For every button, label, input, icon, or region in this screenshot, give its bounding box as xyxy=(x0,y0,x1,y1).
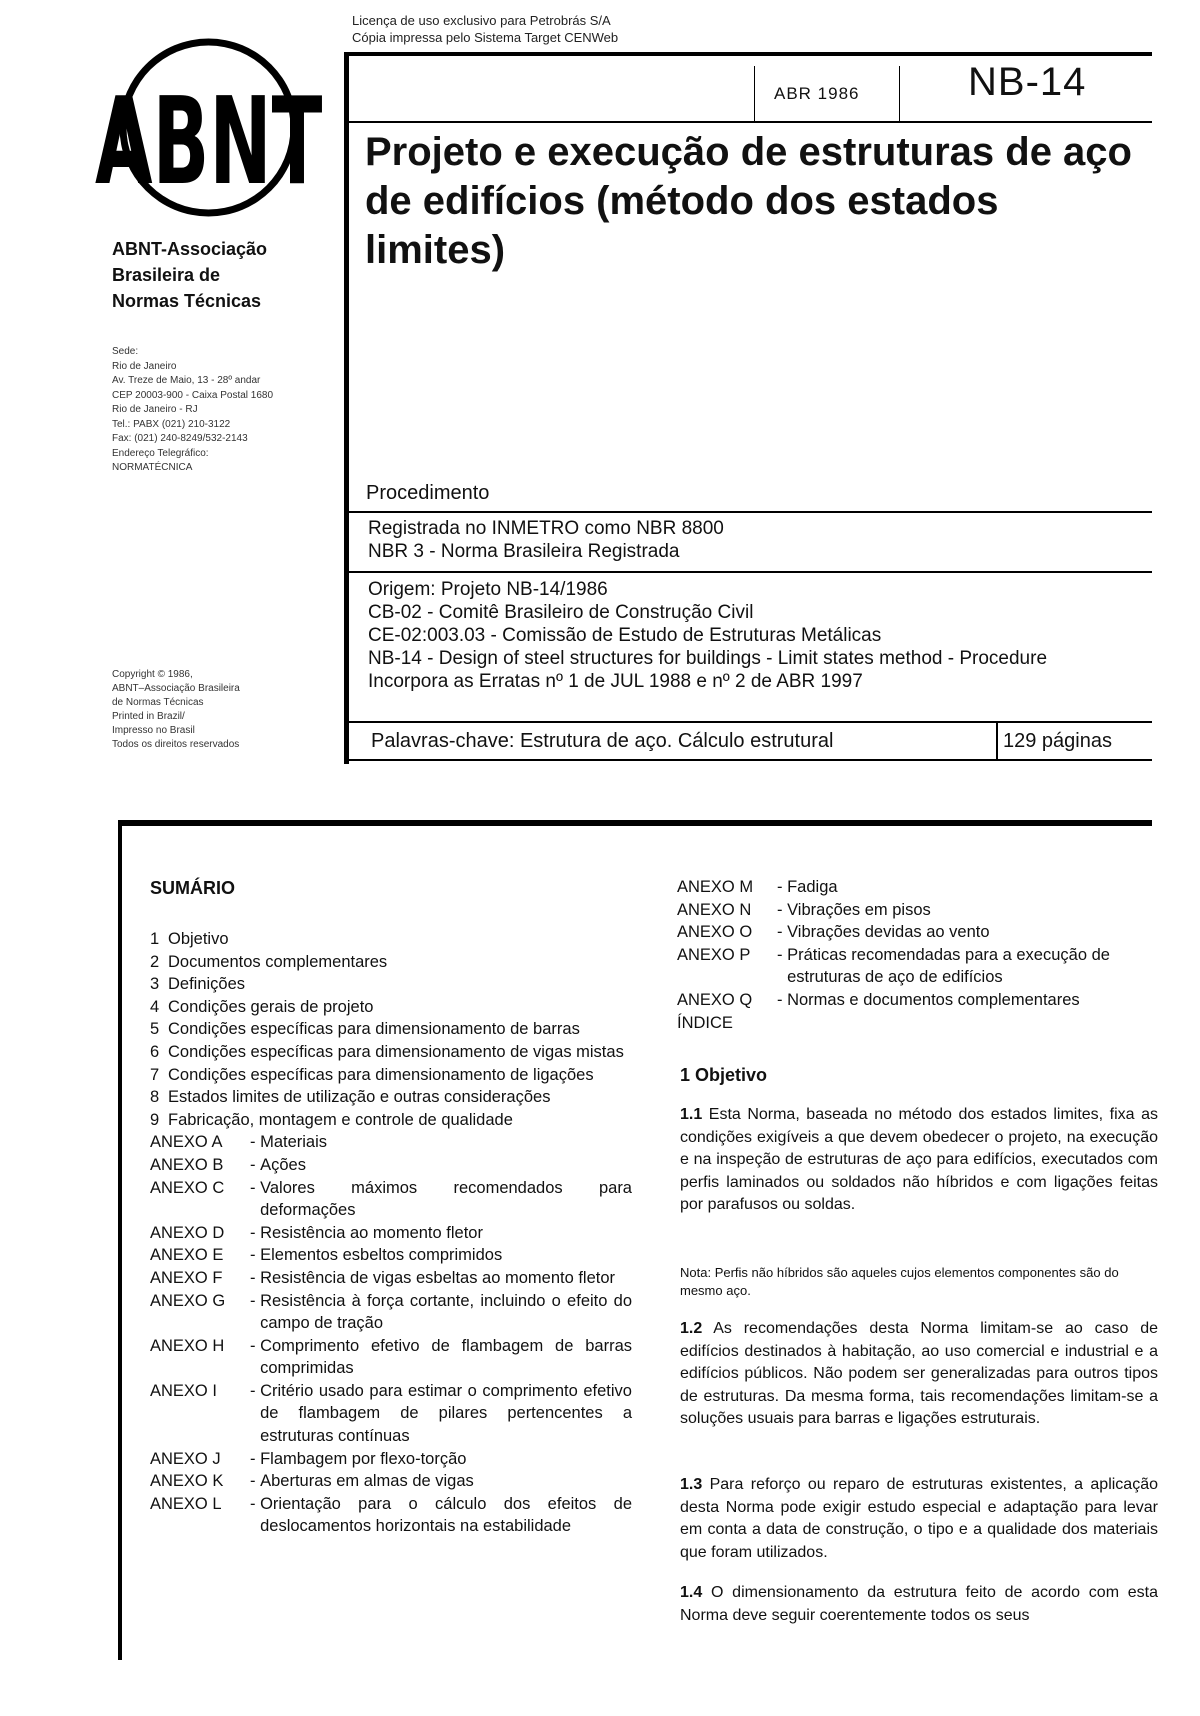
address-line: Endereço Telegráfico: xyxy=(112,447,209,459)
issue-date: ABR 1986 xyxy=(774,84,860,103)
toc-item: 3 Definições xyxy=(150,975,246,994)
annex-item: ANEXO N - Vibrações em pisos xyxy=(677,900,931,919)
org-line: ABNT-Associação xyxy=(112,239,268,259)
logo-lettering: ABNT xyxy=(95,71,323,212)
origin-line: CB-02 - Comitê Brasileiro de Construção Civil xyxy=(368,602,754,623)
annex-list-continued xyxy=(677,876,1157,1034)
annex-item: ANEXO P - Práticas recomendadas para a execução de estruturas de aço de edifícios xyxy=(677,945,1110,987)
address-line: Tel.: PABX (021) 210-3122 xyxy=(112,418,231,430)
document-type: Procedimento xyxy=(366,482,490,504)
toc-item: 5 Condições específicas para dimensionamento de barras xyxy=(150,1020,580,1039)
annex-item: ANEXO I - Critério usado para estimar o comprimento efetivo de flambagem de pilares pertencentes a estruturas contínuas xyxy=(150,1381,632,1446)
body-left-rule xyxy=(118,820,122,1660)
annex-item: ANEXO Q - Normas e documentos complementares xyxy=(677,990,1080,1009)
license-line: Licença de uso exclusivo para Petrobrás S/A xyxy=(352,13,611,28)
origin-line: CE-02:003.03 - Comissão de Estudo de Estruturas Metálicas xyxy=(368,625,882,646)
divider xyxy=(349,759,1152,761)
origin-line: NB-14 - Design of steel structures for buildings - Limit states method - Procedure xyxy=(368,648,1048,669)
license-notice xyxy=(352,12,618,46)
copyright-line: Impresso no Brasil xyxy=(112,725,195,736)
copyright-block xyxy=(112,668,342,752)
divider xyxy=(349,511,1152,513)
org-line: Brasileira de xyxy=(112,265,221,285)
origin-line: Incorpora as Erratas nº 1 de JUL 1988 e nº 2 de ABR 1997 xyxy=(368,671,863,692)
paragraph-1-4: 1.4 O dimensionamento da estrutura feito de acordo com esta Norma deve seguir coerentemente todos os seus xyxy=(680,1584,1159,1624)
annex-item: ANEXO M - Fadiga xyxy=(677,878,838,896)
annex-item: ANEXO C - Valores máximos recomendados para deformações xyxy=(150,1178,632,1220)
address-line: Rio de Janeiro xyxy=(112,360,177,372)
annex-item: ANEXO E - Elementos esbeltos comprimidos xyxy=(150,1246,503,1265)
address-line: CEP 20003-900 - Caixa Postal 1680 xyxy=(112,389,274,401)
sede-address xyxy=(112,345,342,476)
annex-item: ANEXO D - Resistência ao momento fletor xyxy=(150,1223,483,1242)
note: Nota: Perfis não híbridos são aqueles cujos elementos componentes são do mesmo aço. xyxy=(680,1265,1119,1298)
registration-line: Registrada no INMETRO como NBR 8800 xyxy=(368,518,724,539)
copyright-line: de Normas Técnicas xyxy=(112,697,204,708)
registration-line: NBR 3 - Norma Brasileira Registrada xyxy=(368,541,680,562)
toc-item: 7 Condições específicas para dimensionamento de ligações xyxy=(150,1065,594,1084)
copyright-line: Todos os direitos reservados xyxy=(112,739,240,750)
paragraph-1-3: 1.3 Para reforço ou reparo de estruturas existentes, a aplicação desta Norma pode exigir estudo especial e adaptação para levar em conta a data de construção, o tipo e a qualidade dos materiais que foram utilizados. xyxy=(680,1476,1158,1561)
table-of-contents xyxy=(150,928,632,1538)
header-vertical-rule xyxy=(344,52,349,764)
annex-item: ANEXO L - Orientação para o cálculo dos efeitos de deslocamentos horizontais na estabilidade xyxy=(150,1494,632,1536)
toc-item: 6 Condições específicas para dimensionamento de vigas mistas xyxy=(150,1042,624,1061)
divider xyxy=(349,121,1152,123)
origin-info xyxy=(368,578,1128,693)
address-line: Av. Treze de Maio, 13 - 28º andar xyxy=(112,375,261,386)
toc-item: 1 Objetivo xyxy=(150,930,229,948)
registration-info xyxy=(368,517,724,563)
annex-item: ANEXO F - Resistência de vigas esbeltas ao momento fletor xyxy=(150,1268,616,1287)
index-item: ÍNDICE xyxy=(677,1013,733,1032)
address-line: NORMATÉCNICA xyxy=(112,462,193,473)
keywords: Palavras-chave: Estrutura de aço. Cálculo estrutural xyxy=(371,730,834,752)
org-line: Normas Técnicas xyxy=(112,291,262,311)
toc-item: 8 Estados limites de utilização e outras considerações xyxy=(150,1088,551,1107)
annex-item: ANEXO O - Vibrações devidas ao vento xyxy=(677,923,990,942)
toc-item: 9 Fabricação, montagem e controle de qualidade xyxy=(150,1110,513,1129)
document-title: Projeto e execução de estruturas de aço de edifícios (método dos estados limites) xyxy=(365,130,1132,272)
organization-name xyxy=(112,236,312,314)
copyright-line: Printed in Brazil/ xyxy=(112,711,185,722)
paragraph-1-2: 1.2 As recomendações desta Norma limitam-se ao caso de edifícios destinados à habitação, ao uso comercial e industrial e a edifícios públicos. Não podem ser generalizadas para outros tipos de estruturas. Da mesma forma, tais recomendações limitam-se a soluções usuais para barras e ligações estruturais. xyxy=(680,1320,1158,1427)
annex-item: ANEXO B - Ações xyxy=(150,1155,306,1174)
annex-item: ANEXO K - Aberturas em almas de vigas xyxy=(150,1472,474,1491)
address-line: Rio de Janeiro - RJ xyxy=(112,404,198,415)
annex-item: ANEXO G - Resistência à força cortante, incluindo o efeito do campo de tração xyxy=(150,1291,632,1333)
body-top-rule xyxy=(118,820,1152,826)
summary-heading: SUMÁRIO xyxy=(150,878,235,898)
divider xyxy=(349,571,1152,573)
copyright-line: Copyright © 1986, xyxy=(112,669,193,680)
copyright-line: ABNT–Associação Brasileira xyxy=(112,683,240,694)
pages-divider xyxy=(996,722,998,760)
toc-item: 2 Documentos complementares xyxy=(150,952,388,971)
paragraph-1-1: 1.1 Esta Norma, baseada no método dos estados limites, fixa as condições exigíveis a que devem obedecer o projeto, na execução e na inspeção de estruturas de aço para edifícios, executados com perfis laminados ou soldados não híbridos e com ligações feitas por parafusos ou soldas. xyxy=(680,1106,1158,1213)
header-top-rule xyxy=(344,52,1152,56)
section-heading-objetivo: 1 Objetivo xyxy=(680,1065,768,1085)
origin-line: Origem: Projeto NB-14/1986 xyxy=(368,579,608,600)
annex-item: ANEXO A - Materiais xyxy=(150,1133,328,1152)
annex-item: ANEXO H - Comprimento efetivo de flambagem de barras comprimidas xyxy=(150,1336,632,1378)
standard-code: NB-14 xyxy=(968,60,1087,104)
address-line: Fax: (021) 240-8249/532-2143 xyxy=(112,433,248,444)
license-line: Cópia impressa pelo Sistema Target CENWeb xyxy=(352,30,619,45)
annex-item: ANEXO J - Flambagem por flexo-torção xyxy=(150,1449,467,1468)
abnt-logo xyxy=(95,35,323,220)
address-line: Sede: xyxy=(112,346,139,357)
toc-item: 4 Condições gerais de projeto xyxy=(150,997,374,1016)
divider xyxy=(349,721,1152,723)
page-count: 129 páginas xyxy=(1003,730,1112,752)
